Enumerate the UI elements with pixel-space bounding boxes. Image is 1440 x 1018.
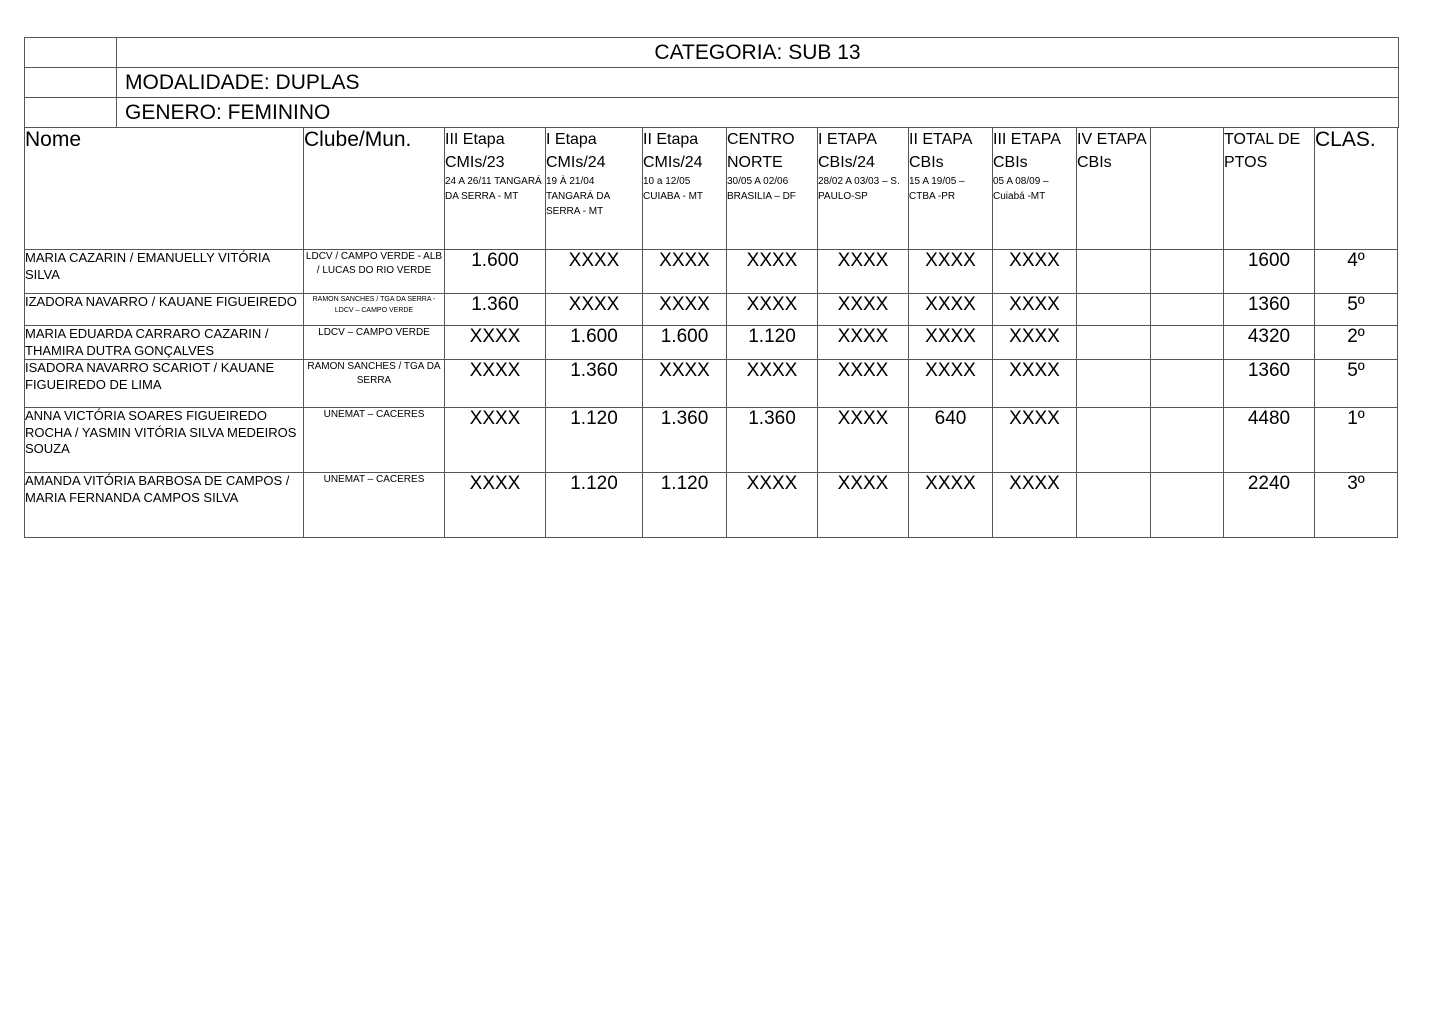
stage-points: XXXX xyxy=(445,473,546,538)
table-row xyxy=(25,250,1398,294)
stage-points: XXXX xyxy=(546,250,643,294)
stage-points xyxy=(1077,408,1151,473)
stage-points xyxy=(1077,294,1151,326)
total-points: 1360 xyxy=(1224,294,1315,326)
table-row xyxy=(25,360,1398,408)
column-header-stage xyxy=(818,128,909,250)
stage-subtitle: 28/02 A 03/03 – S. PAULO-SP xyxy=(818,176,900,202)
column-header-clube: Clube/Mun. xyxy=(304,128,445,250)
stage-points xyxy=(1077,250,1151,294)
stage-points xyxy=(1151,294,1224,326)
stage-points: 1.120 xyxy=(546,473,643,538)
stage-subtitle: 19 À 21/04 TANGARÁ DA SERRA - MT xyxy=(546,176,610,217)
column-header-total: TOTAL DE PTOS xyxy=(1224,128,1315,250)
table-row xyxy=(25,408,1398,473)
classification: 2º xyxy=(1315,326,1398,360)
stage-points: XXXX xyxy=(818,326,909,360)
athlete-names: MARIA EDUARDA CARRARO CAZARIN / THAMIRA DUTRA GONÇALVES xyxy=(25,326,304,360)
column-header-stage xyxy=(546,128,643,250)
total-points: 1360 xyxy=(1224,360,1315,408)
ranking-table xyxy=(24,127,1398,538)
categoria-label: CATEGORIA: SUB 13 xyxy=(117,38,1399,68)
stage-title: I ETAPA CBIs/24 xyxy=(818,131,877,171)
categoria-row xyxy=(25,38,1399,68)
stage-points: XXXX xyxy=(445,360,546,408)
genero-row xyxy=(25,98,1399,128)
stage-points: XXXX xyxy=(445,326,546,360)
stage-points xyxy=(1151,326,1224,360)
stage-points xyxy=(1151,360,1224,408)
column-header-stage xyxy=(993,128,1077,250)
stage-points: XXXX xyxy=(909,250,993,294)
athlete-names: AMANDA VITÓRIA BARBOSA DE CAMPOS / MARIA FERNANDA CAMPOS SILVA xyxy=(25,473,304,538)
club-municipality: UNEMAT – CACERES xyxy=(304,408,445,473)
stage-points: XXXX xyxy=(727,360,818,408)
table-row xyxy=(25,473,1398,538)
stage-points: XXXX xyxy=(909,360,993,408)
stage-points: XXXX xyxy=(643,250,727,294)
column-header-stage xyxy=(909,128,993,250)
genero-label: GENERO: FEMININO xyxy=(117,98,1399,128)
modalidade-row xyxy=(25,68,1399,98)
stage-points: XXXX xyxy=(643,360,727,408)
stage-subtitle: 15 A 19/05 – CTBA -PR xyxy=(909,176,965,202)
club-municipality: UNEMAT – CACERES xyxy=(304,473,445,538)
stage-points: 1.360 xyxy=(643,408,727,473)
total-points: 4320 xyxy=(1224,326,1315,360)
column-header-stage xyxy=(727,128,818,250)
stage-points: XXXX xyxy=(727,250,818,294)
stage-points xyxy=(1077,326,1151,360)
column-header-stage xyxy=(643,128,727,250)
total-points: 2240 xyxy=(1224,473,1315,538)
header-blank-cell xyxy=(25,98,117,128)
stage-title: III Etapa CMIs/23 xyxy=(445,131,505,171)
column-header-nome: Nome xyxy=(25,128,304,250)
stage-points: XXXX xyxy=(993,250,1077,294)
stage-points: XXXX xyxy=(909,326,993,360)
stage-title: II ETAPA CBIs xyxy=(909,131,972,171)
stage-points xyxy=(1151,408,1224,473)
column-header-stage xyxy=(445,128,546,250)
stage-points: XXXX xyxy=(818,360,909,408)
column-header-stage xyxy=(1077,128,1151,250)
classification: 4º xyxy=(1315,250,1398,294)
stage-points: 1.600 xyxy=(445,250,546,294)
ranking-rows xyxy=(25,250,1398,538)
athlete-names: ANNA VICTÓRIA SOARES FIGUEIREDO ROCHA / YASMIN VITÓRIA SILVA MEDEIROS SOUZA xyxy=(25,408,304,473)
stage-points xyxy=(1151,473,1224,538)
stage-points: 1.360 xyxy=(727,408,818,473)
stage-points: XXXX xyxy=(546,294,643,326)
stage-points: XXXX xyxy=(727,294,818,326)
stage-points: 1.120 xyxy=(546,408,643,473)
club-municipality: RAMON SANCHES / TGA DA SERRA - LDCV – CAMPO VERDE xyxy=(304,294,445,326)
table-row xyxy=(25,294,1398,326)
stage-points: XXXX xyxy=(727,473,818,538)
table-row xyxy=(25,326,1398,360)
stage-points: 1.600 xyxy=(643,326,727,360)
stage-points: XXXX xyxy=(993,326,1077,360)
stage-title: II Etapa CMIs/24 xyxy=(643,131,703,171)
athlete-names: ISADORA NAVARRO SCARIOT / KAUANE FIGUEIREDO DE LIMA xyxy=(25,360,304,408)
stage-points: XXXX xyxy=(993,473,1077,538)
classification: 1º xyxy=(1315,408,1398,473)
header-blank-cell xyxy=(25,38,117,68)
stage-subtitle: 05 A 08/09 – Cuiabá -MT xyxy=(993,176,1049,202)
stage-points xyxy=(1077,360,1151,408)
stage-points: XXXX xyxy=(909,473,993,538)
header-blank-cell xyxy=(25,68,117,98)
stage-points: XXXX xyxy=(993,294,1077,326)
stage-title: IV ETAPA CBIs xyxy=(1077,131,1146,171)
stage-points: XXXX xyxy=(818,250,909,294)
classification: 5º xyxy=(1315,360,1398,408)
club-municipality: RAMON SANCHES / TGA DA SERRA xyxy=(304,360,445,408)
stage-points: XXXX xyxy=(818,408,909,473)
stage-points: 1.360 xyxy=(546,360,643,408)
stage-points xyxy=(1077,473,1151,538)
athlete-names: IZADORA NAVARRO / KAUANE FIGUEIREDO xyxy=(25,294,304,326)
classification: 5º xyxy=(1315,294,1398,326)
stage-points: XXXX xyxy=(909,294,993,326)
stage-title: III ETAPA CBIs xyxy=(993,131,1060,171)
stage-title: I Etapa CMIs/24 xyxy=(546,131,606,171)
stage-points: XXXX xyxy=(445,408,546,473)
club-municipality: LDCV / CAMPO VERDE - ALB / LUCAS DO RIO VERDE xyxy=(304,250,445,294)
column-header-clas: CLAS. xyxy=(1315,128,1398,250)
stage-points: 1.120 xyxy=(727,326,818,360)
stage-points: 1.360 xyxy=(445,294,546,326)
stage-points: 640 xyxy=(909,408,993,473)
total-points: 1600 xyxy=(1224,250,1315,294)
stage-points: 1.600 xyxy=(546,326,643,360)
stage-points: XXXX xyxy=(818,294,909,326)
modalidade-label: MODALIDADE: DUPLAS xyxy=(117,68,1399,98)
stage-subtitle: 24 A 26/11 TANGARÁ DA SERRA - MT xyxy=(445,176,542,202)
stage-points: XXXX xyxy=(643,294,727,326)
stage-points: 1.120 xyxy=(643,473,727,538)
stage-title: CENTRO NORTE xyxy=(727,131,795,171)
stage-points: XXXX xyxy=(993,408,1077,473)
total-points: 4480 xyxy=(1224,408,1315,473)
classification: 3º xyxy=(1315,473,1398,538)
club-municipality: LDCV – CAMPO VERDE xyxy=(304,326,445,360)
stage-subtitle: 30/05 A 02/06 BRASILIA – DF xyxy=(727,176,796,202)
stage-points xyxy=(1151,250,1224,294)
header-table xyxy=(24,37,1399,128)
stage-points: XXXX xyxy=(993,360,1077,408)
athlete-names: MARIA CAZARIN / EMANUELLY VITÓRIA SILVA xyxy=(25,250,304,294)
column-header-stage xyxy=(1151,128,1224,250)
stage-points: XXXX xyxy=(818,473,909,538)
column-header-row xyxy=(25,128,1398,250)
stage-subtitle: 10 a 12/05 CUIABA - MT xyxy=(643,176,704,202)
